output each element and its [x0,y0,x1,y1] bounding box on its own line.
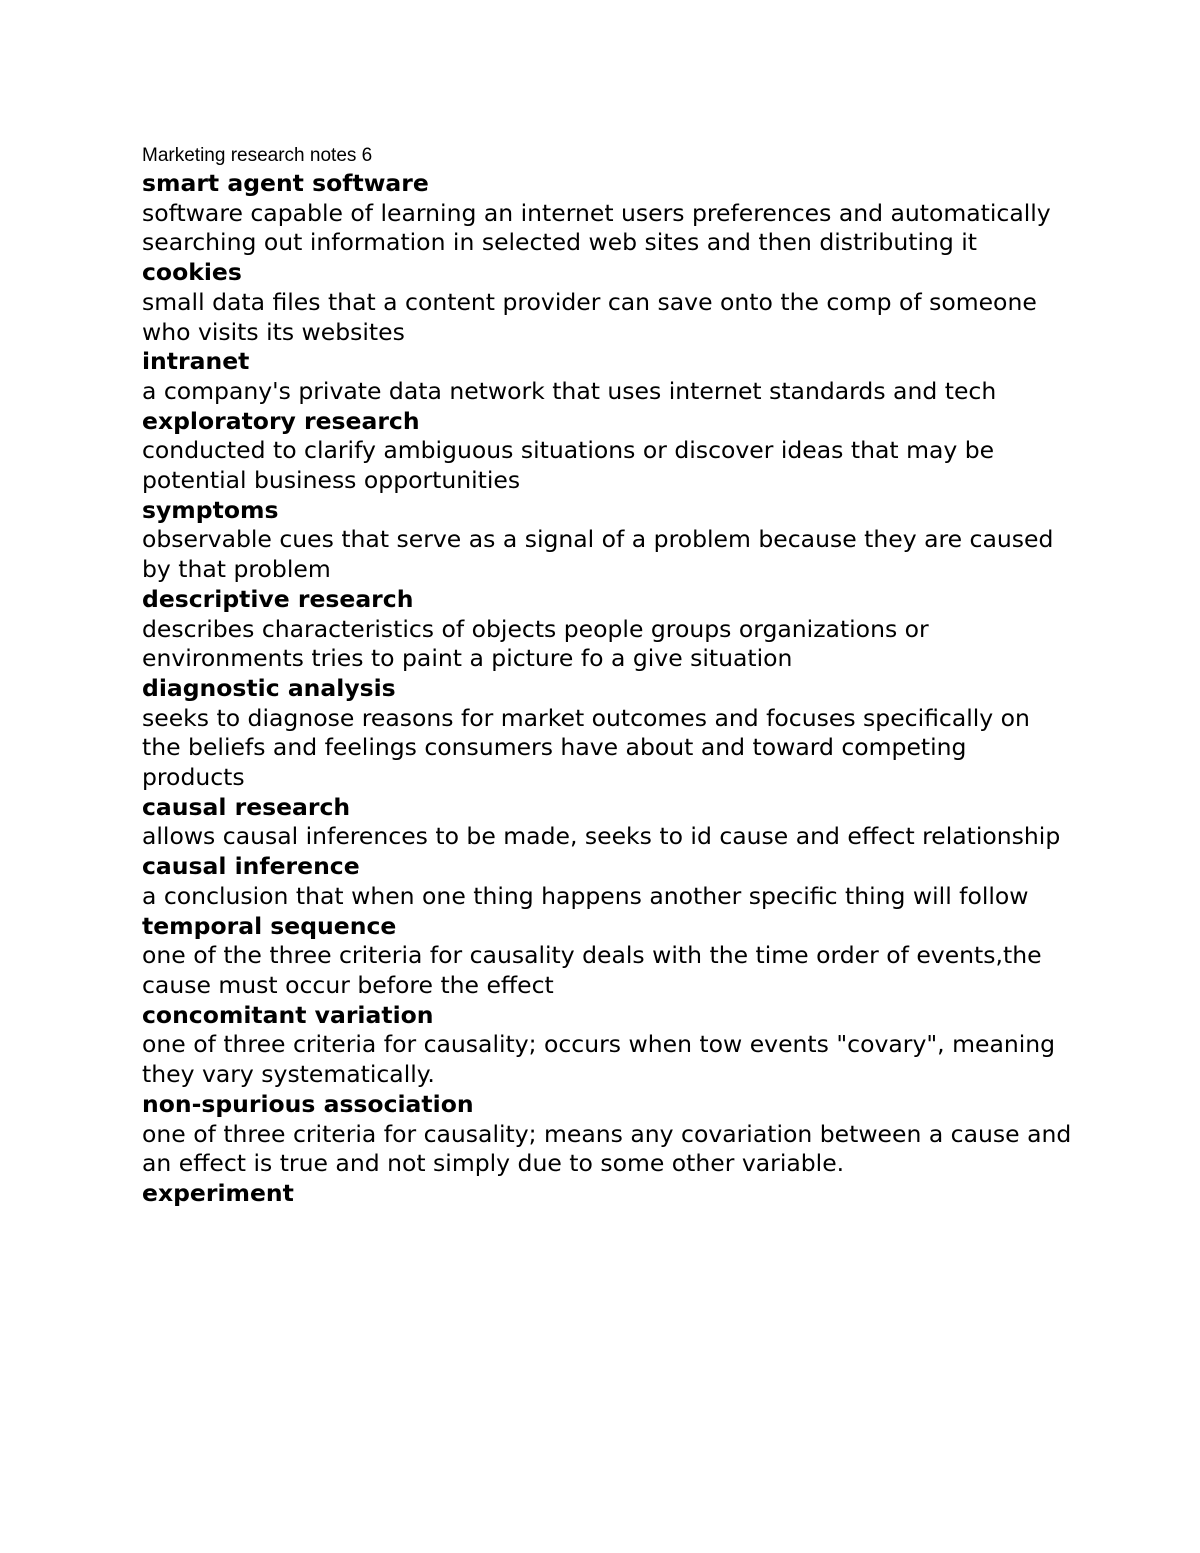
glossary-definition: conducted to clarify ambiguous situations or discover ideas that may be potential business opportunities [142,436,995,495]
glossary-definition: allows causal inferences to be made, seeks to id cause and effect relationship [142,822,1061,851]
glossary-entry [142,912,1072,1001]
document-title: Marketing research notes 6 [142,145,373,166]
glossary-definition: a company's private data network that uses internet standards and tech [142,376,997,405]
document-content [142,142,1072,1209]
glossary-definition: one of the three criteria for causality deals with the time order of events,the cause must occur before the effect [142,941,1042,999]
glossary-term: diagnostic analysis [142,673,396,702]
glossary-entry [142,258,1072,347]
glossary-entry [142,1179,1072,1209]
glossary-term: experiment [142,1178,294,1207]
glossary-entry [142,347,1072,406]
glossary-entry [142,852,1072,911]
glossary-definition: describes characteristics of objects people groups organizations or environments tries to paint a picture fo a give situation [142,614,929,673]
glossary-term: smart agent software [142,169,429,197]
glossary-definition: a conclusion that when one thing happens another specific thing will follow [142,881,1029,910]
glossary-term: exploratory research [142,406,420,435]
glossary-term: causal inference [142,852,360,881]
glossary-term: symptoms [142,495,279,524]
glossary-term: causal research [142,792,351,821]
glossary-definition: small data files that a content provider can save onto the comp of someone who visits its websites [142,287,1037,346]
glossary-definition: seeks to diagnose reasons for market outcomes and focuses specifically on the beliefs and feelings consumers have about and toward competing products [142,703,1030,792]
glossary-term: cookies [142,258,242,287]
glossary-entry [142,1090,1072,1179]
glossary-term: descriptive research [142,584,414,613]
glossary-entry [142,169,1072,258]
glossary-entry [142,585,1072,674]
glossary-term: non-spurious association [142,1089,474,1118]
glossary-term: intranet [142,347,250,376]
glossary-entry [142,407,1072,496]
glossary-term: concomitant variation [142,1000,434,1029]
glossary-entry [142,674,1072,793]
glossary-definition: observable cues that serve as a signal of a problem because they are caused by that problem [142,525,1054,584]
glossary-entry [142,496,1072,585]
glossary-definition: one of three criteria for causality; occurs when tow events "covary", meaning they vary systematically. [142,1030,1056,1089]
glossary-definition: software capable of learning an internet users preferences and automatically searching out information in selected web sites and then distributing it [142,198,1051,257]
glossary-entry [142,1001,1072,1090]
glossary-definition: one of three criteria for causality; means any covariation between a cause and an effect is true and not simply due to some other variable. [142,1119,1072,1178]
glossary-term: temporal sequence [142,911,397,940]
glossary-entry [142,793,1072,852]
